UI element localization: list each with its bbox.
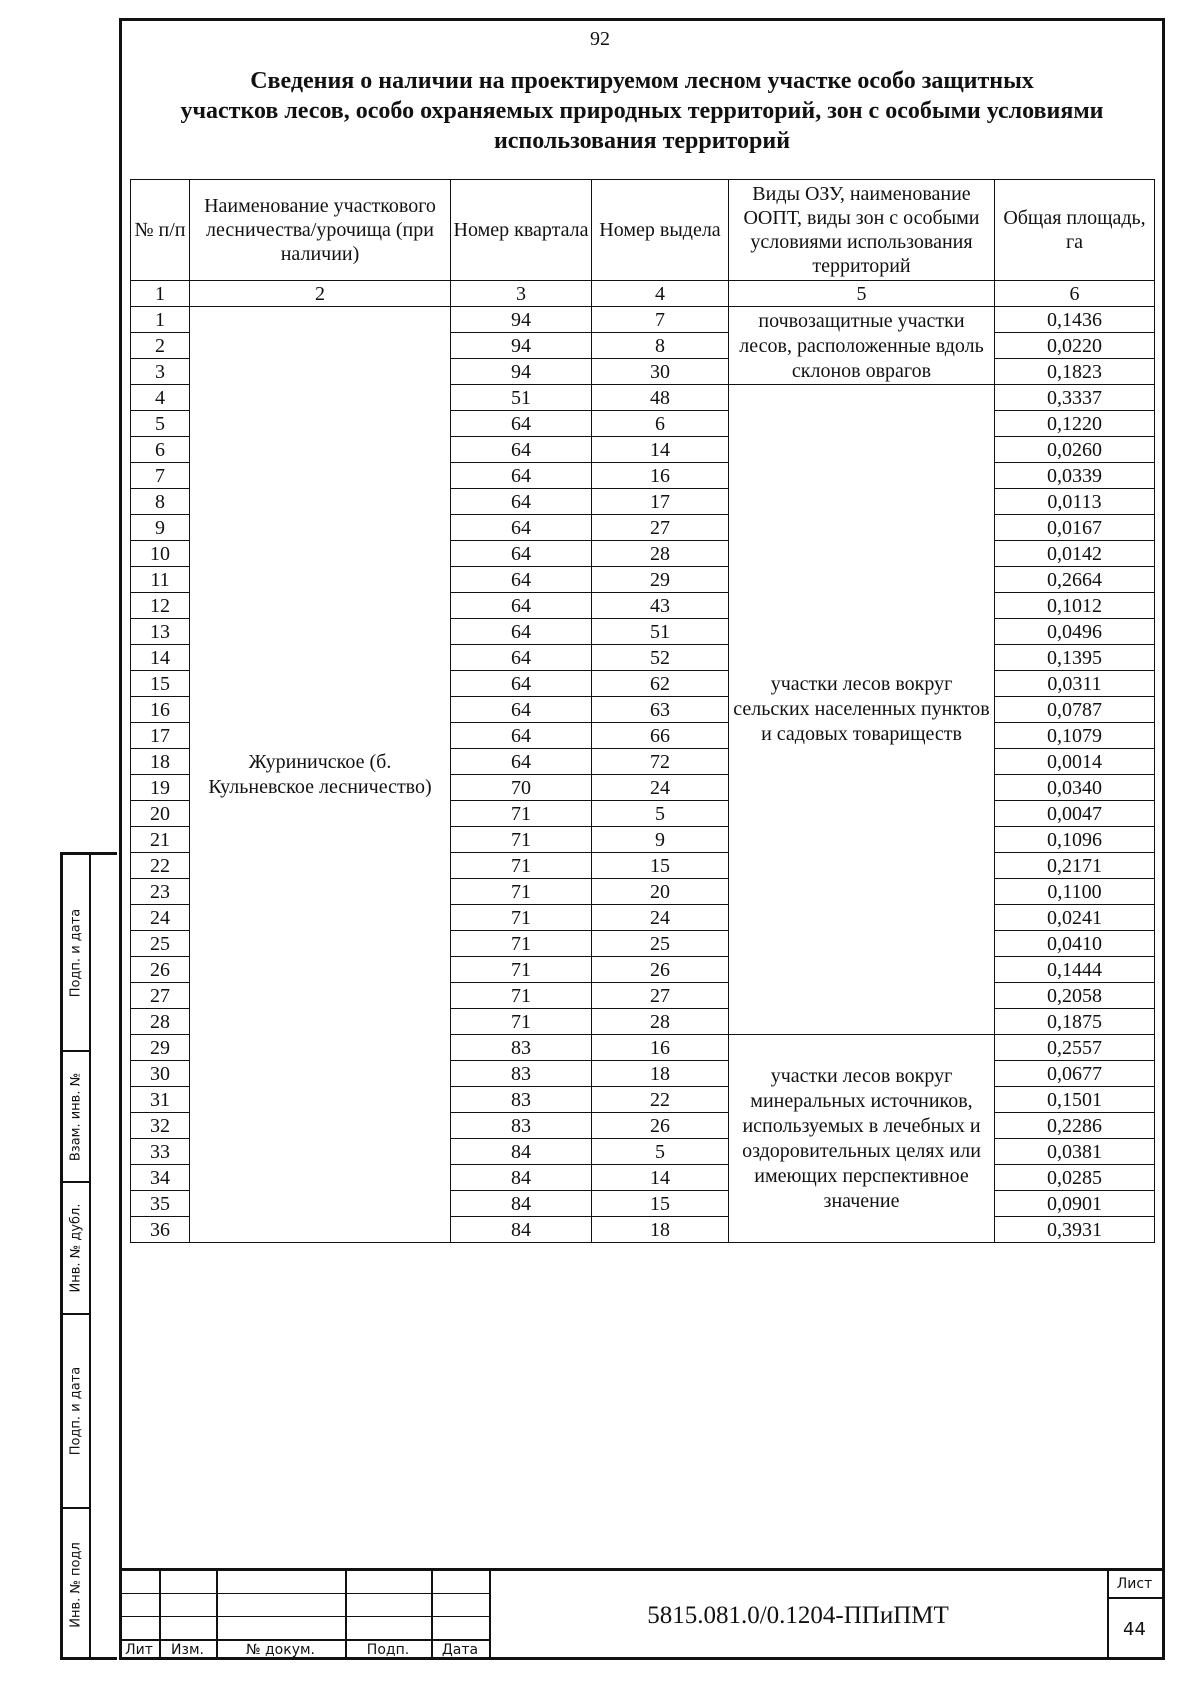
quarter-cell: 64 xyxy=(451,567,592,593)
area-cell: 0,0220 xyxy=(995,333,1155,359)
protected-areas-table xyxy=(130,179,1155,1243)
area-cell: 0,2058 xyxy=(995,983,1155,1009)
row-number-cell: 17 xyxy=(131,723,190,749)
area-cell: 0,1220 xyxy=(995,411,1155,437)
side-stamp-cell xyxy=(63,1183,89,1315)
side-stamp-divider xyxy=(89,855,91,1657)
area-cell: 0,0311 xyxy=(995,671,1155,697)
forestry-name-cell: Журиничское (б. Кульневское лесничество) xyxy=(190,307,451,1243)
allotment-cell: 27 xyxy=(592,983,729,1009)
area-cell: 0,0167 xyxy=(995,515,1155,541)
quarter-cell: 71 xyxy=(451,931,592,957)
label-doc-no: № докум. xyxy=(245,1642,315,1658)
area-cell: 0,1079 xyxy=(995,723,1155,749)
allotment-cell: 30 xyxy=(592,359,729,385)
row-number-cell: 5 xyxy=(131,411,190,437)
header-quarter: Номер квартала xyxy=(451,180,592,281)
side-stamp-replace-inv: Взам. инв. № xyxy=(68,1072,84,1161)
header-allotment: Номер выдела xyxy=(592,180,729,281)
area-cell: 0,3931 xyxy=(995,1217,1155,1243)
allotment-cell: 28 xyxy=(592,541,729,567)
area-cell: 0,0142 xyxy=(995,541,1155,567)
allotment-cell: 18 xyxy=(592,1217,729,1243)
column-number: 4 xyxy=(592,281,729,307)
row-number-cell: 1 xyxy=(131,307,190,333)
area-cell: 0,1501 xyxy=(995,1087,1155,1113)
allotment-cell: 62 xyxy=(592,671,729,697)
row-number-cell: 15 xyxy=(131,671,190,697)
quarter-cell: 71 xyxy=(451,905,592,931)
header-zone-type: Виды ОЗУ, наименование ООПТ, виды зон с особыми условиями использования территорий xyxy=(729,180,995,281)
quarter-cell: 71 xyxy=(451,983,592,1009)
allotment-cell: 15 xyxy=(592,853,729,879)
row-number-cell: 33 xyxy=(131,1139,190,1165)
allotment-cell: 20 xyxy=(592,879,729,905)
area-cell: 0,0014 xyxy=(995,749,1155,775)
allotment-cell: 14 xyxy=(592,437,729,463)
quarter-cell: 84 xyxy=(451,1139,592,1165)
header-forestry: Наименование участкового лесничества/урочища (при наличии) xyxy=(190,180,451,281)
allotment-cell: 9 xyxy=(592,827,729,853)
allotment-cell: 29 xyxy=(592,567,729,593)
label-sign: Подп. xyxy=(366,1642,410,1658)
row-number-cell: 24 xyxy=(131,905,190,931)
row-number-cell: 32 xyxy=(131,1113,190,1139)
table-body xyxy=(131,307,1155,1243)
zone-type-cell: участки лесов вокруг сельских населенных пунктов и садовых товариществ xyxy=(729,385,995,1035)
label-date: Дата xyxy=(441,1642,479,1658)
allotment-cell: 26 xyxy=(592,1113,729,1139)
quarter-cell: 64 xyxy=(451,463,592,489)
row-number-cell: 34 xyxy=(131,1165,190,1191)
area-cell: 0,2557 xyxy=(995,1035,1155,1061)
row-number-cell: 30 xyxy=(131,1061,190,1087)
quarter-cell: 64 xyxy=(451,671,592,697)
row-number-cell: 31 xyxy=(131,1087,190,1113)
column-number: 5 xyxy=(729,281,995,307)
row-number-cell: 16 xyxy=(131,697,190,723)
row-number-cell: 6 xyxy=(131,437,190,463)
area-cell: 0,1012 xyxy=(995,593,1155,619)
area-cell: 0,0047 xyxy=(995,801,1155,827)
quarter-cell: 64 xyxy=(451,541,592,567)
title-block-line xyxy=(119,1593,489,1594)
quarter-cell: 64 xyxy=(451,619,592,645)
quarter-cell: 64 xyxy=(451,749,592,775)
quarter-cell: 71 xyxy=(451,801,592,827)
quarter-cell: 83 xyxy=(451,1087,592,1113)
quarter-cell: 71 xyxy=(451,827,592,853)
area-cell: 0,0410 xyxy=(995,931,1155,957)
allotment-cell: 6 xyxy=(592,411,729,437)
allotment-cell: 24 xyxy=(592,775,729,801)
quarter-cell: 70 xyxy=(451,775,592,801)
side-stamp-cell xyxy=(63,1315,89,1509)
row-number-cell: 11 xyxy=(131,567,190,593)
area-cell: 0,0787 xyxy=(995,697,1155,723)
quarter-cell: 94 xyxy=(451,333,592,359)
side-stamp-sign-date: Подп. и дата xyxy=(68,908,84,997)
area-cell: 0,0285 xyxy=(995,1165,1155,1191)
side-stamp-dup-inv: Инв. № дубл. xyxy=(68,1203,84,1293)
allotment-cell: 24 xyxy=(592,905,729,931)
quarter-cell: 64 xyxy=(451,515,592,541)
row-number-cell: 12 xyxy=(131,593,190,619)
side-stamp-cell xyxy=(63,1052,89,1183)
area-cell: 0,0241 xyxy=(995,905,1155,931)
table-header-row xyxy=(131,180,1155,281)
quarter-cell: 64 xyxy=(451,723,592,749)
area-cell: 0,0340 xyxy=(995,775,1155,801)
title-line-1: Сведения о наличии на проектируемом лесном участке особо защитных xyxy=(250,68,1034,94)
area-cell: 0,2664 xyxy=(995,567,1155,593)
quarter-cell: 64 xyxy=(451,437,592,463)
side-stamp-cell xyxy=(63,855,89,1052)
quarter-cell: 83 xyxy=(451,1113,592,1139)
allotment-cell: 28 xyxy=(592,1009,729,1035)
area-cell: 0,0260 xyxy=(995,437,1155,463)
table-row xyxy=(131,307,1155,333)
quarter-cell: 83 xyxy=(451,1035,592,1061)
row-number-cell: 29 xyxy=(131,1035,190,1061)
row-number-cell: 9 xyxy=(131,515,190,541)
row-number-cell: 8 xyxy=(131,489,190,515)
row-number-cell: 25 xyxy=(131,931,190,957)
allotment-cell: 5 xyxy=(592,801,729,827)
title-block xyxy=(119,1568,1165,1660)
allotment-cell: 27 xyxy=(592,515,729,541)
quarter-cell: 64 xyxy=(451,645,592,671)
allotment-cell: 18 xyxy=(592,1061,729,1087)
quarter-cell: 84 xyxy=(451,1217,592,1243)
area-cell: 0,0677 xyxy=(995,1061,1155,1087)
row-number-cell: 27 xyxy=(131,983,190,1009)
title-block-line xyxy=(119,1616,489,1617)
quarter-cell: 71 xyxy=(451,879,592,905)
allotment-cell: 16 xyxy=(592,463,729,489)
row-number-cell: 19 xyxy=(131,775,190,801)
side-stamp-cell xyxy=(63,1509,89,1660)
label-change: Изм. xyxy=(171,1642,204,1658)
quarter-cell: 71 xyxy=(451,957,592,983)
allotment-cell: 63 xyxy=(592,697,729,723)
column-number: 2 xyxy=(190,281,451,307)
sheet-label: Лист xyxy=(1107,1571,1162,1599)
area-cell: 0,1444 xyxy=(995,957,1155,983)
quarter-cell: 94 xyxy=(451,359,592,385)
allotment-cell: 14 xyxy=(592,1165,729,1191)
allotment-cell: 16 xyxy=(592,1035,729,1061)
row-number-cell: 22 xyxy=(131,853,190,879)
quarter-cell: 83 xyxy=(451,1061,592,1087)
column-number: 6 xyxy=(995,281,1155,307)
allotment-cell: 51 xyxy=(592,619,729,645)
quarter-cell: 64 xyxy=(451,489,592,515)
sheet-number: 44 xyxy=(1123,1619,1146,1640)
area-cell: 0,0381 xyxy=(995,1139,1155,1165)
row-number-cell: 26 xyxy=(131,957,190,983)
row-number-cell: 20 xyxy=(131,801,190,827)
quarter-cell: 64 xyxy=(451,411,592,437)
quarter-cell: 84 xyxy=(451,1165,592,1191)
column-numbers-row xyxy=(131,281,1155,307)
zone-type-cell: участки лесов вокруг минеральных источников, используемых в лечебных и оздоровительных целях или имеющих перспективное значение xyxy=(729,1035,995,1243)
allotment-cell: 17 xyxy=(592,489,729,515)
row-number-cell: 28 xyxy=(131,1009,190,1035)
row-number-cell: 13 xyxy=(131,619,190,645)
allotment-cell: 48 xyxy=(592,385,729,411)
row-number-cell: 18 xyxy=(131,749,190,775)
area-cell: 0,1395 xyxy=(995,645,1155,671)
row-number-cell: 10 xyxy=(131,541,190,567)
quarter-cell: 94 xyxy=(451,307,592,333)
page-title xyxy=(122,66,1162,156)
area-cell: 0,2286 xyxy=(995,1113,1155,1139)
header-area: Общая площадь, га xyxy=(995,180,1155,281)
row-number-cell: 14 xyxy=(131,645,190,671)
area-cell: 0,1096 xyxy=(995,827,1155,853)
area-cell: 0,1875 xyxy=(995,1009,1155,1035)
allotment-cell: 8 xyxy=(592,333,729,359)
row-number-cell: 35 xyxy=(131,1191,190,1217)
row-number-cell: 4 xyxy=(131,385,190,411)
quarter-cell: 64 xyxy=(451,593,592,619)
area-cell: 0,0496 xyxy=(995,619,1155,645)
header-num: № п/п xyxy=(131,180,190,281)
side-stamp-sign-date: Подп. и дата xyxy=(68,1366,84,1456)
area-cell: 0,1100 xyxy=(995,879,1155,905)
allotment-cell: 66 xyxy=(592,723,729,749)
quarter-cell: 51 xyxy=(451,385,592,411)
allotment-cell: 25 xyxy=(592,931,729,957)
area-cell: 0,3337 xyxy=(995,385,1155,411)
allotment-cell: 5 xyxy=(592,1139,729,1165)
allotment-cell: 52 xyxy=(592,645,729,671)
area-cell: 0,0113 xyxy=(995,489,1155,515)
allotment-cell: 22 xyxy=(592,1087,729,1113)
allotment-cell: 72 xyxy=(592,749,729,775)
row-number-cell: 7 xyxy=(131,463,190,489)
area-cell: 0,2171 xyxy=(995,853,1155,879)
allotment-cell: 43 xyxy=(592,593,729,619)
row-number-cell: 3 xyxy=(131,359,190,385)
quarter-cell: 71 xyxy=(451,853,592,879)
quarter-cell: 71 xyxy=(451,1009,592,1035)
column-number: 3 xyxy=(451,281,592,307)
row-number-cell: 23 xyxy=(131,879,190,905)
area-cell: 0,1436 xyxy=(995,307,1155,333)
column-number: 1 xyxy=(131,281,190,307)
document-code: 5815.081.0/0.1204-ППиПМТ xyxy=(647,1602,949,1629)
allotment-cell: 15 xyxy=(592,1191,729,1217)
row-number-cell: 2 xyxy=(131,333,190,359)
allotment-cell: 7 xyxy=(592,307,729,333)
title-line-2: участков лесов, особо охраняемых природных территорий, зон с особыми условиями xyxy=(180,98,1104,124)
row-number-cell: 36 xyxy=(131,1217,190,1243)
side-stamp xyxy=(60,852,117,1660)
side-stamp-orig-inv: Инв. № подл xyxy=(68,1541,84,1628)
zone-type-cell: почвозащитные участки лесов, расположенные вдоль склонов оврагов xyxy=(729,307,995,385)
quarter-cell: 84 xyxy=(451,1191,592,1217)
allotment-cell: 26 xyxy=(592,957,729,983)
label-lit: Лит xyxy=(125,1642,153,1658)
quarter-cell: 64 xyxy=(451,697,592,723)
area-cell: 0,0339 xyxy=(995,463,1155,489)
page-number: 92 xyxy=(590,28,610,50)
title-line-3: использования территорий xyxy=(493,128,791,154)
area-cell: 0,1823 xyxy=(995,359,1155,385)
area-cell: 0,0901 xyxy=(995,1191,1155,1217)
row-number-cell: 21 xyxy=(131,827,190,853)
